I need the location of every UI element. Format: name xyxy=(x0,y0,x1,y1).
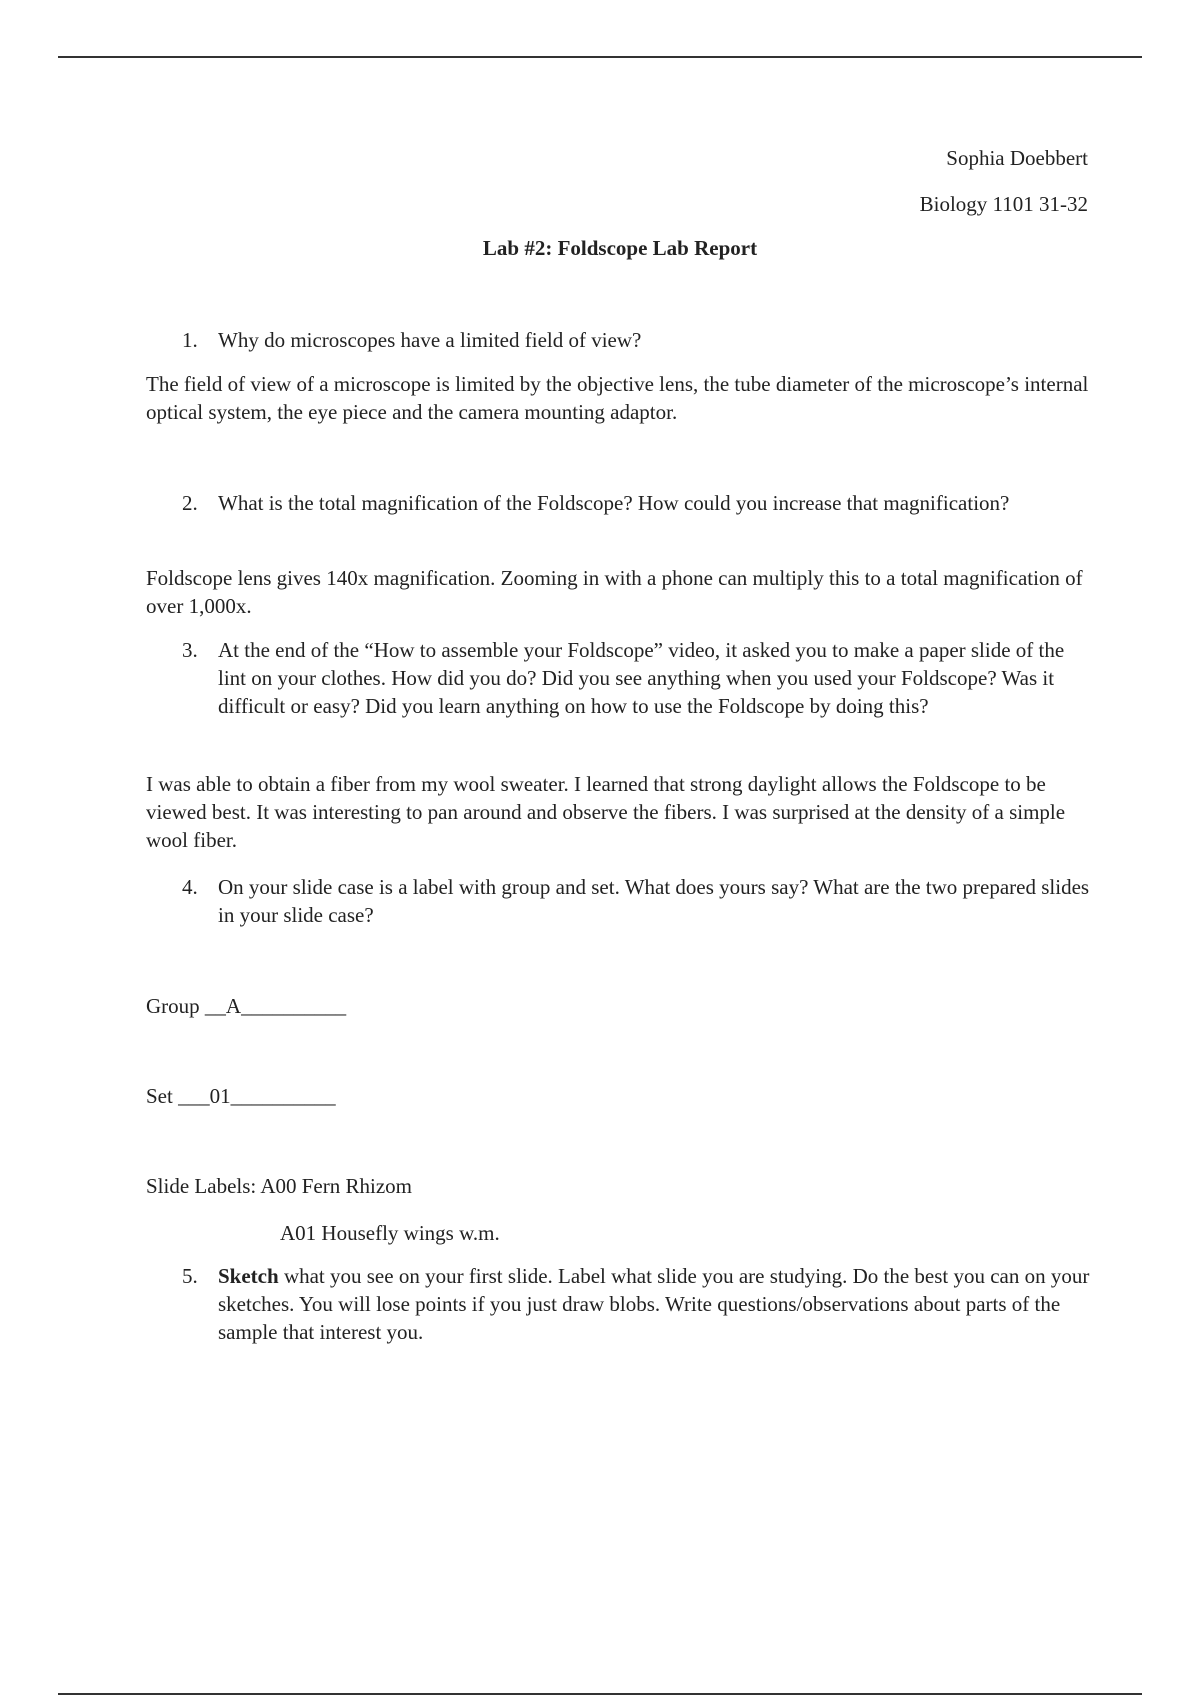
question-number: 1. xyxy=(182,328,198,352)
answer-2: Foldscope lens gives 140x magnification. Zooming in with a phone can multiply this to a total magnification of over 1,000x. xyxy=(146,566,1083,618)
question-number: 3. xyxy=(182,638,198,662)
question-3 xyxy=(182,636,1092,720)
slide-labels-line-2: A01 Housefly wings w.m. xyxy=(280,1221,500,1245)
question-text: What is the total magnification of the Foldscope? How could you increase that magnification? xyxy=(218,491,1010,515)
question-1 xyxy=(182,326,1092,354)
question-bold-lead: Sketch xyxy=(218,1264,279,1288)
answer-1: The field of view of a microscope is limited by the objective lens, the tube diameter of the microscope’s internal optical system, the eye piece and the camera mounting adaptor. xyxy=(146,372,1089,424)
bottom-rule xyxy=(58,1693,1142,1695)
question-number: 4. xyxy=(182,875,198,899)
question-text xyxy=(218,1262,1092,1346)
question-text-rest: what you see on your first slide. Label what slide you are studying. Do the best you can on your sketches. You will lose points if you just draw blobs. Write questions/observations about parts of the sample that interest you. xyxy=(218,1264,1090,1344)
slide-labels-line-1: Slide Labels: A00 Fern Rhizom xyxy=(146,1174,412,1198)
question-5 xyxy=(182,1262,1092,1346)
question-text: Why do microscopes have a limited field of view? xyxy=(218,328,642,352)
question-number: 5. xyxy=(182,1264,198,1288)
page-title: Lab #2: Foldscope Lab Report xyxy=(482,236,758,260)
question-2 xyxy=(182,489,1092,517)
question-text: At the end of the “How to assemble your Foldscope” video, it asked you to make a paper slide of the lint on your clothes. How did you do? Did you see anything when you used your Foldscope? Was it difficult or easy? Did you learn anything on how to use the Foldscope by doing this? xyxy=(218,638,1065,718)
question-4 xyxy=(182,873,1092,929)
question-text: On your slide case is a label with group and set. What does yours say? What are the two prepared slides in your slide case? xyxy=(218,875,1090,927)
author-name: Sophia Doebbert xyxy=(946,146,1088,170)
set-field: Set ___01__________ xyxy=(146,1084,336,1108)
answer-3: I was able to obtain a fiber from my wool sweater. I learned that strong daylight allows the Foldscope to be viewed best. It was interesting to pan around and observe the fibers. I was surprised at the density of a simple wool fiber. xyxy=(146,772,1066,852)
question-number: 2. xyxy=(182,491,198,515)
course-name: Biology 1101 31-32 xyxy=(919,192,1088,216)
group-field: Group __A__________ xyxy=(146,994,347,1018)
top-rule xyxy=(58,56,1142,58)
